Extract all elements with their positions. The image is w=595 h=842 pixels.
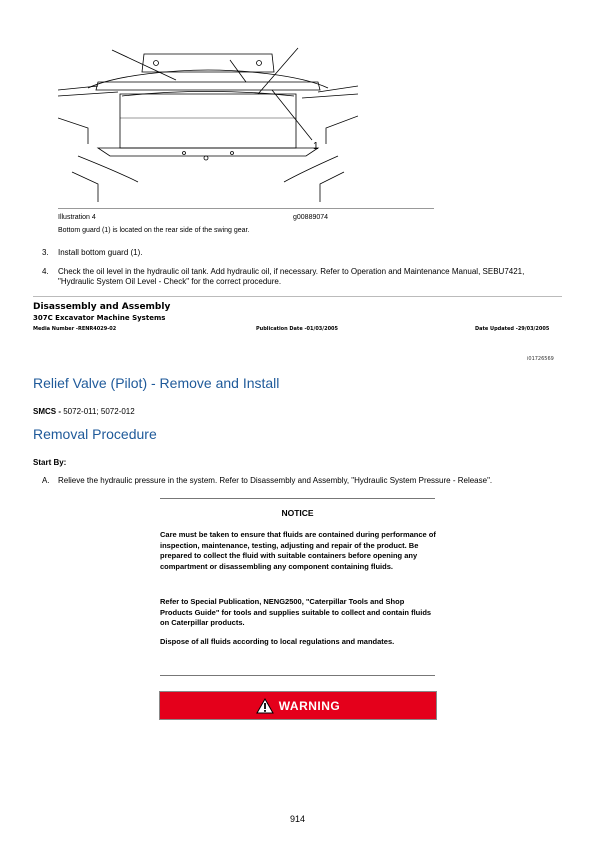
doc-header-subtitle: 307C Excavator Machine Systems [33, 314, 166, 322]
doc-header-title: Disassembly and Assembly [33, 302, 171, 312]
notice-paragraph-3: Dispose of all fluids according to local regulations and mandates. [160, 637, 395, 646]
illustration-code: g00889074 [293, 214, 329, 221]
step-number: 4. [42, 267, 49, 276]
step-text: Install bottom guard (1). [58, 248, 143, 257]
notice-paragraph-1: Care must be taken to ensure that fluids are contained during performance of inspection, maintenance, testing, adjusting and repair of the product. Be prepared to collect the fluid with suitable containers before opening any compartment or disassembling any component containing fluids. [160, 530, 436, 571]
step-4 [42, 267, 552, 289]
document-id: i01726569 [527, 356, 554, 362]
step-text: Relieve the hydraulic pressure in the system. Refer to Disassembly and Assembly, "Hydraulic System Pressure - Release". [58, 476, 493, 485]
media-number: Media Number -RENR4029-02 [33, 326, 117, 332]
warning-triangle-icon [256, 698, 274, 714]
step-3 [42, 248, 552, 260]
publication-date: Publication Date -01/03/2005 [256, 326, 339, 332]
step-number: 3. [42, 248, 49, 257]
date-updated: Date Updated -29/03/2005 [475, 326, 550, 332]
removal-procedure-title: Removal Procedure [33, 426, 157, 442]
notice-title: NOTICE [281, 508, 314, 518]
notice-bottom-rule [160, 675, 435, 676]
step-text: Check the oil level in the hydraulic oil tank. Add hydraulic oil, if necessary. Refer to Operation and Maintenance Manual, SEBU7421, "Hydraulic System Oil Level - Check" for the correct procedure. [58, 267, 525, 286]
illustration-drawing [58, 32, 358, 202]
illustration-swing-gear-bottom-guard [58, 32, 358, 202]
section-title: Relief Valve (Pilot) - Remove and Install [33, 375, 280, 391]
warning-label: WARNING [278, 698, 341, 713]
step-number: A. [42, 476, 50, 485]
step-a [42, 476, 562, 488]
smcs-label: SMCS - [33, 407, 61, 416]
illustration-label: Illustration 4 [58, 214, 96, 221]
warning-banner [159, 691, 437, 720]
page-number: 914 [289, 814, 306, 824]
notice-paragraph-2: Refer to Special Publication, NENG2500, "Caterpillar Tools and Shop Products Guide" for tools and supplies suitable to collect and contain fluids on Caterpillar products. [160, 597, 432, 627]
header-top-rule [33, 296, 562, 297]
illustration-caption: Bottom guard (1) is located on the rear side of the swing gear. [58, 227, 250, 234]
smcs-codes: 5072-011; 5072-012 [63, 407, 135, 416]
start-by-label: Start By: [33, 458, 67, 467]
callout-1: 1 [313, 141, 319, 152]
smcs-line [33, 407, 135, 416]
notice-top-rule [160, 498, 435, 499]
illustration-rule [58, 208, 434, 209]
